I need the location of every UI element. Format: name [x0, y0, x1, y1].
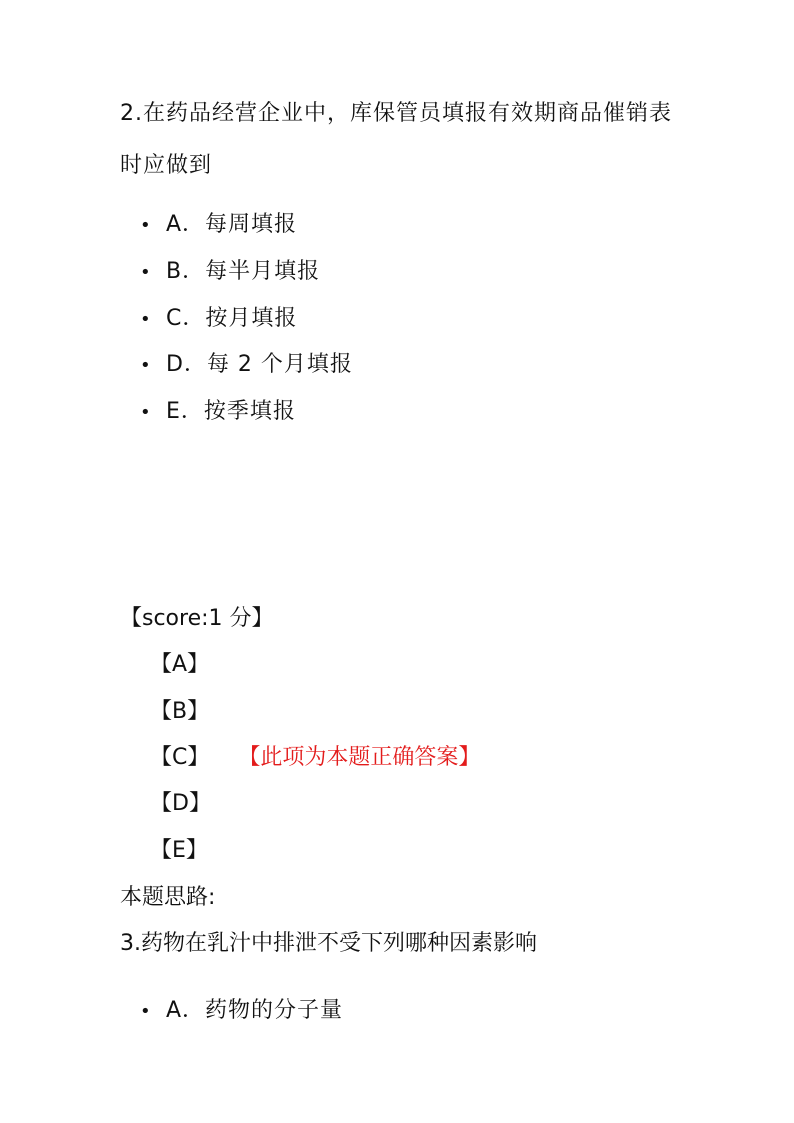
- question-2-option-d: [140, 350, 353, 380]
- answer-d: 【D】: [150, 791, 211, 816]
- option-label: D．每 2 个月填报: [166, 352, 353, 377]
- bullet-icon: •: [140, 262, 152, 283]
- option-label: B．每半月填报: [166, 259, 321, 284]
- option-label: A．每周填报: [166, 212, 298, 237]
- option-label: E．按季填报: [166, 399, 296, 424]
- answer-c-label: 【C】: [150, 745, 210, 770]
- bullet-icon: •: [140, 1001, 152, 1022]
- question-3-option-a: [140, 996, 343, 1026]
- score-label: 【score:1 分】: [120, 606, 274, 631]
- option-label: A．药物的分子量: [166, 998, 344, 1023]
- correct-answer-note: 【此项为本题正确答案】: [249, 745, 481, 770]
- answer-b: 【B】: [150, 699, 210, 724]
- answer-a: 【A】: [150, 652, 210, 677]
- bullet-icon: •: [140, 402, 152, 423]
- question-2-option-a: [140, 210, 297, 240]
- answer-e: 【E】: [150, 838, 208, 863]
- question-2-option-b: [140, 257, 320, 287]
- bullet-icon: •: [140, 309, 152, 330]
- answer-c: [150, 743, 480, 773]
- option-label: C．按月填报: [166, 306, 298, 331]
- explanation-label: 本题思路:: [120, 885, 216, 910]
- question-2-text: 2.在药品经营企业中，库保管员填报有效期商品催销表时应做到: [120, 101, 672, 178]
- question-2-option-c: [140, 304, 297, 334]
- bullet-icon: •: [140, 215, 152, 236]
- question-3-text: 3.药物在乳汁中排泄不受下列哪种因素影响: [120, 931, 537, 956]
- bullet-icon: •: [140, 355, 152, 376]
- question-2-option-e: [140, 397, 296, 427]
